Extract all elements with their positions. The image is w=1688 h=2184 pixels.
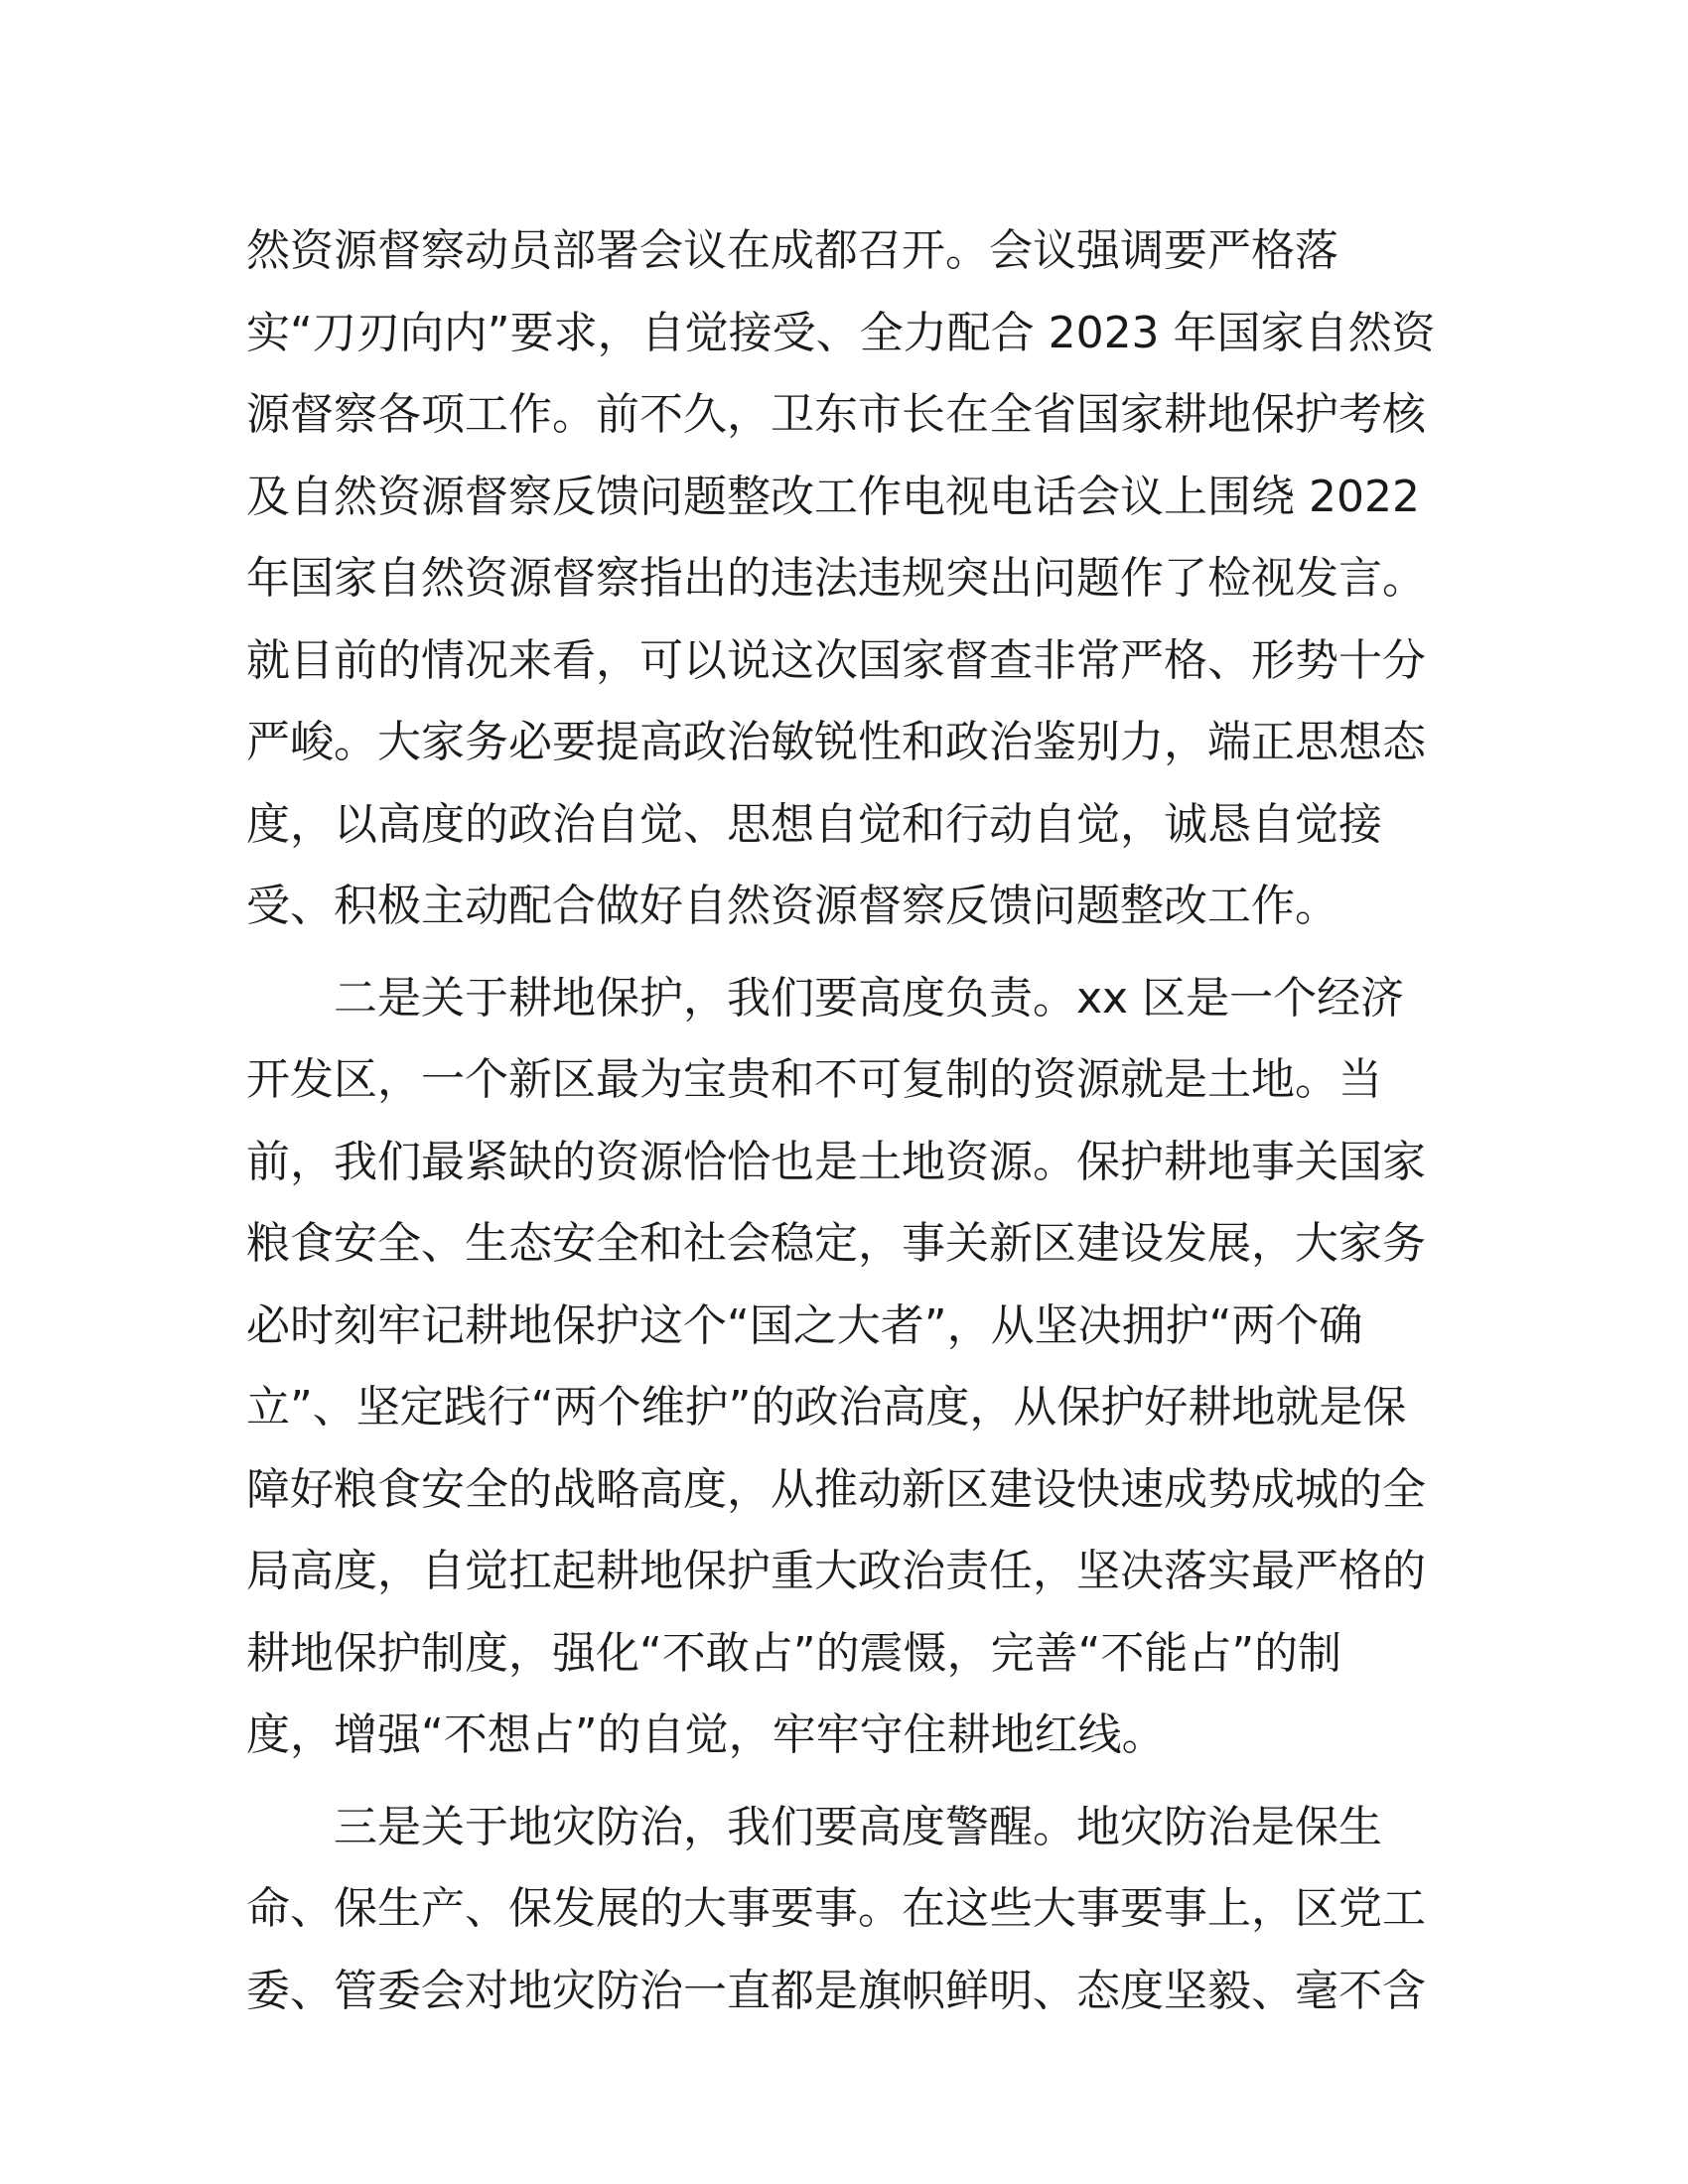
text-line: 局高度，自觉扛起耕地保护重大政治责任，坚决落实最严格的 xyxy=(246,1546,1426,1596)
text-line: 三是关于地灾防治，我们要高度警醒。地灾防治是保生 xyxy=(334,1801,1382,1852)
paragraph-farmland-protection xyxy=(246,958,1438,1777)
text-line: 年国家自然资源督察指出的违法违规突出问题作了检视发言。 xyxy=(246,553,1426,604)
text-line: 及自然资源督察反馈问题整改工作电视电话会议上围绕 2022 xyxy=(246,471,1420,522)
text-line: 度，以高度的政治自觉、思想自觉和行动自觉，诚恳自觉接 xyxy=(246,798,1382,850)
paragraph-disaster-prevention xyxy=(246,1787,1438,2033)
text-line: 然资源督察动员部署会议在成都召开。会议强调要严格落 xyxy=(246,225,1338,276)
text-line: 源督察各项工作。前不久，卫东市长在全省国家耕地保护考核 xyxy=(246,389,1426,440)
document-body xyxy=(246,210,1438,2042)
text-line: 立”、坚定践行“两个维护”的政治高度，从保护好耕地就是保 xyxy=(246,1382,1407,1433)
text-line: 就目前的情况来看，可以说这次国家督查非常严格、形势十分 xyxy=(246,634,1426,686)
text-line: 严峻。大家务必要提高政治敏锐性和政治鉴别力，端正思想态 xyxy=(246,717,1426,767)
text-line: 耕地保护制度，强化“不敢占”的震慑，完善“不能占”的制 xyxy=(246,1627,1342,1679)
text-line: 开发区，一个新区最为宝贵和不可复制的资源就是土地。当 xyxy=(246,1054,1382,1105)
text-line: 二是关于耕地保护，我们要高度负责。xx 区是一个经济 xyxy=(334,972,1405,1024)
text-line: 必时刻牢记耕地保护这个“国之大者”，从坚决拥护“两个确 xyxy=(246,1299,1363,1351)
text-line: 前，我们最紧缺的资源恰恰也是土地资源。保护耕地事关国家 xyxy=(246,1136,1426,1187)
text-line: 受、积极主动配合做好自然资源督察反馈问题整改工作。 xyxy=(246,881,1338,931)
text-line: 障好粮食安全的战略高度，从推动新区建设快速成势成城的全 xyxy=(246,1463,1426,1515)
text-line: 命、保生产、保发展的大事要事。在这些大事要事上，区党工 xyxy=(246,1883,1426,1934)
text-line: 委、管委会对地灾防治一直都是旗帜鲜明、态度坚毅、毫不含 xyxy=(246,1965,1426,2016)
text-line: 实“刀刃向内”要求，自觉接受、全力配合 2023 年国家自然资 xyxy=(246,307,1436,358)
paragraph-continued xyxy=(246,210,1438,948)
text-line: 粮食安全、生态安全和社会稳定，事关新区建设发展，大家务 xyxy=(246,1218,1426,1269)
text-line: 度，增强“不想占”的自觉，牢牢守住耕地红线。 xyxy=(246,1709,1166,1760)
